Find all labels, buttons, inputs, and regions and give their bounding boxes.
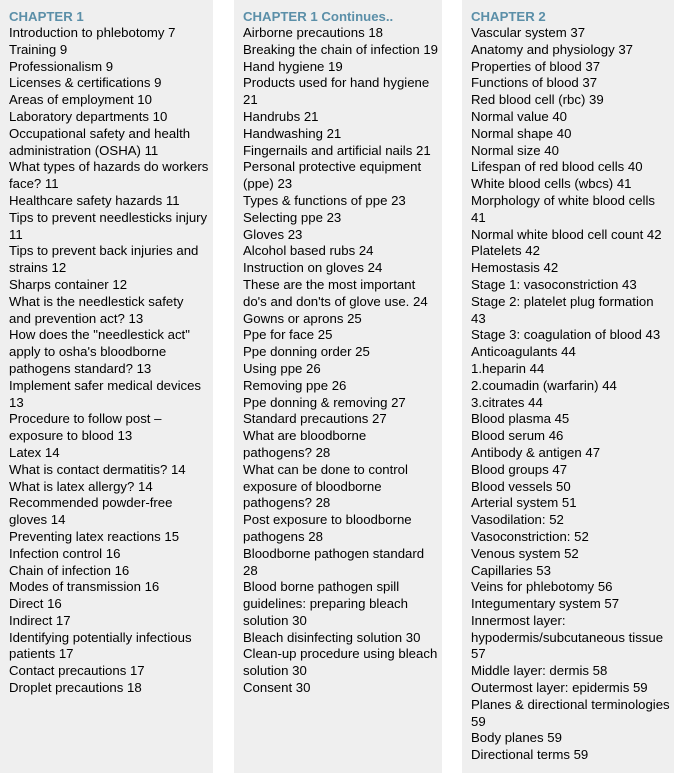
toc-entry: Latex 14 bbox=[9, 444, 60, 460]
toc-entry: Infection control 16 bbox=[9, 545, 121, 561]
toc-list bbox=[471, 25, 670, 764]
toc-entry: Body planes 59 bbox=[471, 730, 562, 746]
toc-entry: Breaking the chain of infection 19 bbox=[243, 41, 439, 57]
toc-entry: Recommended powder-free gloves 14 bbox=[9, 495, 173, 528]
toc-entry: Removing ppe 26 bbox=[243, 377, 347, 393]
toc-entry: Planes & directional terminologies 59 bbox=[471, 696, 670, 729]
toc-entry: What is latex allergy? 14 bbox=[9, 478, 153, 494]
toc-entry: Red blood cell (rbc) 39 bbox=[471, 92, 604, 108]
toc-entry: Handwashing 21 bbox=[243, 125, 342, 141]
toc-entry: Bloodborne pathogen standard 28 bbox=[243, 545, 425, 578]
toc-entry: Vasoconstriction: 52 bbox=[471, 528, 589, 544]
toc-entry: Areas of employment 10 bbox=[9, 92, 152, 108]
toc-entry: Anatomy and physiology 37 bbox=[471, 41, 634, 57]
toc-entry: Products used for hand hygiene 21 bbox=[243, 75, 430, 108]
toc-entry: Professionalism 9 bbox=[9, 58, 114, 74]
toc-entry: 2.coumadin (warfarin) 44 bbox=[471, 377, 617, 393]
toc-entry: Post exposure to bloodborne pathogens 28 bbox=[243, 512, 412, 544]
toc-entry: Blood serum 46 bbox=[471, 428, 564, 444]
toc-entry: Normal shape 40 bbox=[471, 125, 572, 141]
toc-entry: These are the most important do's and don'ts of glove use. 24 bbox=[243, 276, 428, 309]
toc-entry: Droplet precautions 18 bbox=[9, 680, 142, 696]
toc-entry: Standard precautions 27 bbox=[243, 411, 387, 427]
toc-entry: Training 9 bbox=[9, 41, 68, 57]
toc-entry: Stage 2: platelet plug formation 43 bbox=[471, 293, 654, 326]
toc-entry: Types & functions of ppe 23 bbox=[243, 192, 406, 208]
toc-list bbox=[9, 25, 209, 697]
toc-entry: Integumentary system 57 bbox=[471, 596, 620, 612]
toc-entry: Direct 16 bbox=[9, 596, 62, 612]
toc-entry: Directional terms 59 bbox=[471, 747, 589, 763]
toc-entry: Normal size 40 bbox=[471, 142, 559, 158]
toc-entry: Licenses & certifications 9 bbox=[9, 75, 162, 91]
toc-entry: Chain of infection 16 bbox=[9, 562, 130, 578]
toc-entry: Normal value 40 bbox=[471, 108, 568, 124]
toc-entry: Gloves 23 bbox=[243, 226, 303, 242]
toc-entry: Ppe donning & removing 27 bbox=[243, 394, 406, 410]
toc-entry: Alcohol based rubs 24 bbox=[243, 243, 374, 259]
toc-entry: Hand hygiene 19 bbox=[243, 58, 343, 74]
column-heading: CHAPTER 1 Continues.. bbox=[243, 9, 394, 24]
toc-entry: Hemostasis 42 bbox=[471, 260, 559, 276]
toc-entry: Anticoagulants 44 bbox=[471, 344, 576, 360]
toc-entry: What is contact dermatitis? 14 bbox=[9, 461, 186, 477]
toc-entry: Sharps container 12 bbox=[9, 276, 128, 292]
toc-entry: What is the needlestick safety and prevention act? 13 bbox=[9, 293, 184, 326]
toc-entry: Introduction to phlebotomy 7 bbox=[9, 25, 176, 40]
toc-entry: Ppe donning order 25 bbox=[243, 344, 370, 360]
toc-entry: Clean-up procedure using bleach solution 30 bbox=[243, 646, 438, 679]
toc-entry: Selecting ppe 23 bbox=[243, 209, 342, 225]
toc-entry: Procedure to follow post – exposure to blood 13 bbox=[9, 411, 162, 444]
toc-entry: Stage 3: coagulation of blood 43 bbox=[471, 327, 661, 343]
toc-entry: Indirect 17 bbox=[9, 612, 71, 628]
toc-entry: Morphology of white blood cells 41 bbox=[471, 192, 655, 225]
toc-entry: Identifying potentially infectious patients 17 bbox=[9, 629, 192, 662]
toc-entry: Capillaries 53 bbox=[471, 562, 551, 578]
toc-entry: Handrubs 21 bbox=[243, 108, 319, 124]
toc-entry: Properties of blood 37 bbox=[471, 58, 601, 74]
toc-entry: How does the "needlestick act" apply to osha's bloodborne pathogens standard? 13 bbox=[9, 327, 190, 376]
toc-entry: Innermost layer: hypodermis/subcutaneous tissue 57 bbox=[471, 612, 664, 662]
toc-entry: Normal white blood cell count 42 bbox=[471, 226, 662, 242]
toc-entry: 3.citrates 44 bbox=[471, 394, 543, 410]
toc-column-chapter-1 bbox=[0, 0, 213, 773]
toc-entry: Outermost layer: epidermis 59 bbox=[471, 680, 648, 696]
toc-entry: Airborne precautions 18 bbox=[243, 25, 384, 40]
toc-column-chapter-2 bbox=[462, 0, 674, 773]
toc-entry: White blood cells (wbcs) 41 bbox=[471, 176, 632, 192]
toc-entry: Implement safer medical devices 13 bbox=[9, 377, 202, 410]
toc-entry: What types of hazards do workers face? 11 bbox=[9, 159, 209, 192]
toc-entry: Laboratory departments 10 bbox=[9, 108, 168, 124]
toc-entry: Arterial system 51 bbox=[471, 495, 577, 511]
toc-entry: Blood vessels 50 bbox=[471, 478, 571, 494]
column-heading: CHAPTER 2 bbox=[471, 9, 546, 24]
toc-entry: Platelets 42 bbox=[471, 243, 540, 259]
toc-entry: Venous system 52 bbox=[471, 545, 579, 561]
toc-entry: Using ppe 26 bbox=[243, 360, 321, 376]
toc-entry: Blood plasma 45 bbox=[471, 411, 570, 427]
toc-entry: Modes of transmission 16 bbox=[9, 579, 160, 595]
toc-column-chapter-1-continued bbox=[234, 0, 442, 773]
toc-entry: Ppe for face 25 bbox=[243, 327, 333, 343]
toc-entry: 1.heparin 44 bbox=[471, 360, 545, 376]
toc-entry: Contact precautions 17 bbox=[9, 663, 145, 679]
toc-entry: Bleach disinfecting solution 30 bbox=[243, 629, 421, 645]
toc-entry: Tips to prevent back injuries and strains 12 bbox=[9, 243, 199, 276]
toc-entry: Middle layer: dermis 58 bbox=[471, 663, 608, 679]
toc-list bbox=[243, 25, 438, 697]
toc-entry: Blood borne pathogen spill guidelines: preparing bleach solution 30 bbox=[243, 579, 408, 628]
toc-entry: What are bloodborne pathogens? 28 bbox=[243, 428, 367, 460]
toc-entry: Veins for phlebotomy 56 bbox=[471, 579, 613, 595]
toc-entry: Gowns or aprons 25 bbox=[243, 310, 362, 326]
toc-entry: Vasodilation: 52 bbox=[471, 512, 564, 528]
toc-entry: Vascular system 37 bbox=[471, 25, 586, 40]
toc-entry: Functions of blood 37 bbox=[471, 75, 598, 91]
toc-entry: Healthcare safety hazards 11 bbox=[9, 192, 180, 208]
toc-entry: What can be done to control exposure of bloodborne pathogens? 28 bbox=[243, 461, 408, 511]
toc-entry: Preventing latex reactions 15 bbox=[9, 528, 180, 544]
toc-entry: Consent 30 bbox=[243, 680, 311, 696]
toc-entry: Blood groups 47 bbox=[471, 461, 568, 477]
toc-entry: Antibody & antigen 47 bbox=[471, 444, 601, 460]
toc-entry: Fingernails and artificial nails 21 bbox=[243, 142, 431, 158]
toc-entry: Lifespan of red blood cells 40 bbox=[471, 159, 643, 175]
toc-entry: Instruction on gloves 24 bbox=[243, 260, 383, 276]
toc-entry: Personal protective equipment (ppe) 23 bbox=[243, 159, 422, 192]
column-heading: CHAPTER 1 bbox=[9, 9, 84, 24]
toc-entry: Stage 1: vasoconstriction 43 bbox=[471, 276, 637, 292]
toc-entry: Tips to prevent needlesticks injury 11 bbox=[9, 209, 208, 242]
toc-entry: Occupational safety and health administration (OSHA) 11 bbox=[9, 125, 191, 158]
